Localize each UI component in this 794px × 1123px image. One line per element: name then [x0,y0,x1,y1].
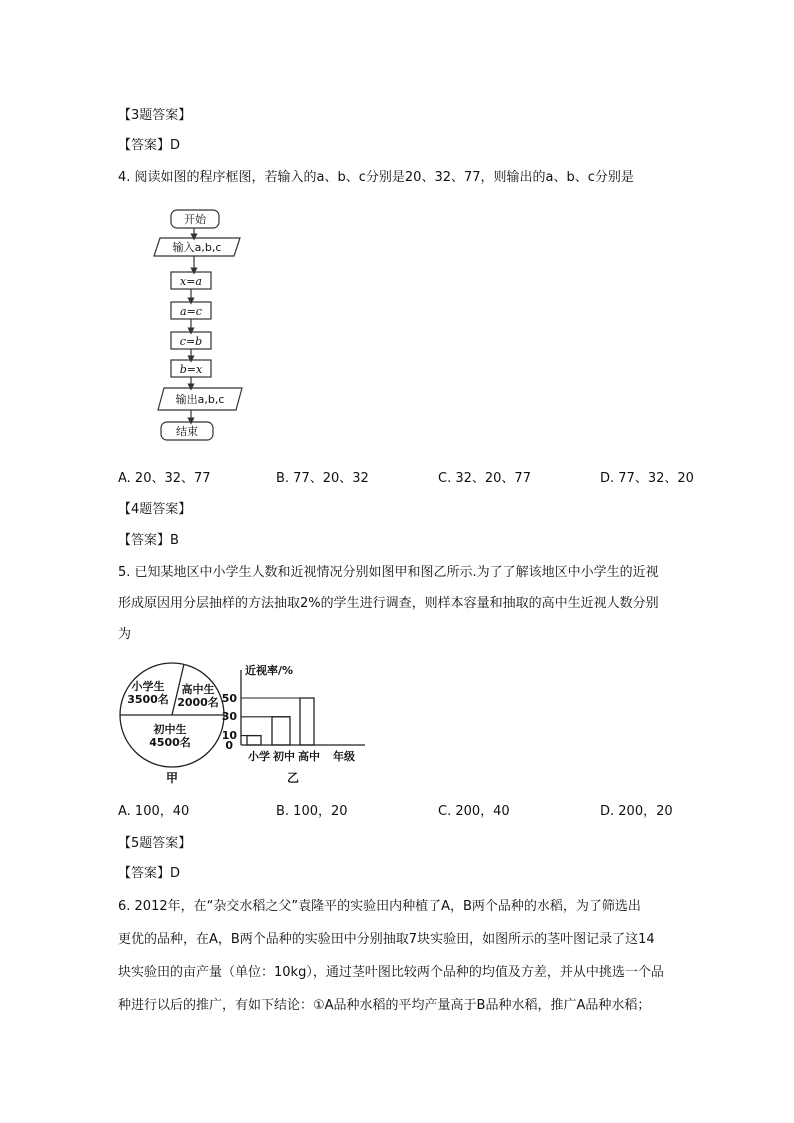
x-label-high: 高中 [298,750,320,763]
q6-line1: 6. 2012年，在“杂交水稻之父”袁隆平的实验田内种植了A，B两个品种的水稻，为了筛选出 [118,899,641,914]
bar-figure-label: 乙 [287,771,300,785]
y-tick-30: 30 [221,710,237,723]
pie-high-count: 2000名 [177,696,219,709]
x-label-middle: 初中 [273,750,295,763]
x-label-primary: 小学 [248,750,270,763]
q4-option-d: D. 77、32、20 [600,471,694,486]
bar-1 [272,717,290,745]
flow-step1: x=a [180,275,202,288]
pie-middle-count: 4500名 [149,736,191,749]
q6-line2: 更优的品种，在A，B两个品种的实验田中分别抽取7块实验田，如图所示的茎叶图记录了这14 [118,932,655,947]
q5-option-c: C. 200，40 [438,804,510,819]
q4-answer: 【答案】B [118,533,179,548]
q6-line3: 块实验田的亩产量（单位：10kg），通过茎叶图比较两个品种的均值及方差，并从中挑选一个品 [118,965,664,980]
flow-step4: b=x [179,363,203,376]
q5-answer: 【答案】D [118,866,181,881]
bar-chart [221,660,375,785]
pie-primary-label: 小学生 [131,680,165,693]
q4-option-a: A. 20、32、77 [118,471,211,486]
flow-output: 输出a,b,c [175,393,225,406]
y-tick-10: 10 [221,729,237,742]
q5-question-line3: 为 [118,627,132,642]
flow-start: 开始 [184,213,206,226]
pie-figure-label: 甲 [165,771,179,785]
q4-answer-header: 【4题答案】 [118,502,192,517]
flowchart [150,200,270,450]
bar-0 [247,736,261,745]
q4-option-c: C. 32、20、77 [438,471,531,486]
q3-answer: 【答案】D [118,138,181,153]
pie-middle-label: 初中生 [153,723,187,736]
pie-chart [112,660,232,785]
q4-option-b: B. 77、20、32 [276,471,369,486]
y-axis-label: 近视率/% [245,664,294,677]
q3-answer-header: 【3题答案】 [118,108,192,123]
flow-step2: a=c [180,305,202,318]
q5-option-a: A. 100，40 [118,804,190,819]
q5-answer-header: 【5题答案】 [118,836,192,851]
pie-high-label: 高中生 [181,683,215,696]
flow-step3: c=b [179,335,203,348]
q5-question-line2: 形成原因用分层抽样的方法抽取2%的学生进行调查，则样本容量和抽取的高中生近视人数分别 [118,596,659,611]
q5-option-d: D. 200，20 [600,804,673,819]
flow-end: 结束 [176,425,198,438]
q5-option-b: B. 100，20 [276,804,348,819]
flow-input: 输入a,b,c [172,241,222,254]
y-tick-50: 50 [221,692,237,705]
q6-line4: 种进行以后的推广，有如下结论：①A品种水稻的平均产量高于B品种水稻，推广A品种水稻； [118,998,651,1013]
pie-primary-count: 3500名 [127,693,169,706]
q5-question-line1: 5. 已知某地区中小学生人数和近视情况分别如图甲和图乙所示.为了了解该地区中小学生的近视 [118,565,659,580]
bar-2 [300,698,314,745]
q4-question: 4. 阅读如图的程序框图，若输入的a、b、c分别是20、32、77，则输出的a、b、c分别是 [118,170,634,185]
x-axis-label: 年级 [333,750,355,763]
y-tick-0: 0 [225,739,233,752]
